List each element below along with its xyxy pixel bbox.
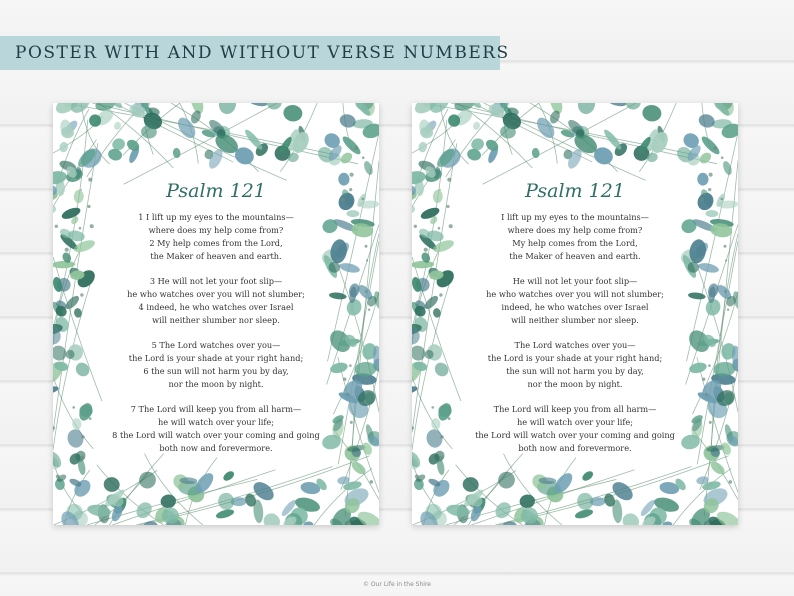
- stanza: [83, 275, 349, 327]
- berry-dot: [350, 421, 353, 424]
- eucalyptus-leaf: [217, 103, 237, 115]
- verse-line: he who watches over you will not slumber;: [127, 289, 305, 299]
- eucalyptus-leaf: [412, 204, 416, 214]
- verse-line: where does my help come from?: [507, 225, 643, 235]
- eucalyptus-leaf: [282, 104, 303, 123]
- berry-dot: [365, 290, 368, 293]
- berry-dot: [56, 475, 60, 479]
- berry-dot: [725, 259, 727, 261]
- eucalyptus-leaf: [247, 103, 268, 108]
- stanza: [442, 211, 708, 263]
- berry-dot: [412, 426, 414, 429]
- verse-line: the Maker of heaven and earth.: [509, 251, 641, 261]
- berry-dot: [446, 205, 449, 208]
- berry-dot: [729, 480, 733, 484]
- berry-dot: [724, 290, 727, 293]
- berry-dot: [365, 245, 368, 248]
- poster-title: Psalm 121: [166, 180, 266, 202]
- verse-line: he who watches over you will not slumber;: [486, 289, 664, 299]
- eucalyptus-leaf: [338, 112, 357, 129]
- verse-line: will neither slumber nor sleep.: [511, 315, 639, 325]
- berry-dot: [713, 146, 717, 150]
- eucalyptus-leaf: [531, 147, 540, 158]
- berry-dot: [724, 245, 727, 248]
- berry-dot: [709, 421, 712, 424]
- berry-dot: [438, 227, 441, 230]
- berry-dot: [414, 225, 417, 228]
- verse-line: he will watch over your life;: [158, 417, 274, 427]
- eucalyptus-leaf: [60, 205, 82, 221]
- berry-dot: [72, 406, 75, 409]
- berry-dot: [424, 248, 428, 252]
- berry-dot: [727, 309, 729, 311]
- eucalyptus-leaf: [641, 104, 662, 123]
- eucalyptus-leaf: [339, 150, 355, 165]
- verse-line: 4 indeed, he who watches over Israel: [138, 302, 294, 312]
- eucalyptus-leaf: [340, 134, 363, 157]
- verse-line: where does my help come from?: [148, 225, 284, 235]
- verse-line: 3 He will not let your foot slip—: [149, 276, 283, 286]
- verse-line: indeed, he who watches over Israel: [501, 302, 649, 312]
- psalm-text: [442, 211, 708, 467]
- eucalyptus-leaf: [462, 476, 480, 493]
- banner-title: POSTER WITH AND WITHOUT VERSE NUMBERS: [15, 43, 510, 63]
- eucalyptus-leaf: [222, 469, 236, 482]
- verse-line: he will watch over your life;: [517, 417, 633, 427]
- eucalyptus-leaf: [72, 418, 82, 430]
- verse-line: 2 My help comes from the Lord,: [149, 238, 283, 248]
- eucalyptus-leaf: [492, 499, 514, 521]
- verse-line: the sun will not harm you by day,: [506, 366, 644, 376]
- verse-line: The Lord will keep you from all harm—: [493, 404, 657, 414]
- footer-credit: © Our Life in the Shire: [363, 581, 431, 588]
- berry-dot: [370, 480, 374, 484]
- eucalyptus-leaf: [73, 307, 82, 318]
- verse-line: nor the moon by night.: [527, 379, 623, 389]
- poster-with-verse-numbers: [53, 103, 379, 525]
- eucalyptus-leaf: [581, 469, 595, 482]
- berry-dot: [55, 225, 58, 228]
- stanza: [83, 403, 349, 455]
- berry-dot: [354, 146, 358, 150]
- verse-line: the Lord is your shade at your right hand;: [487, 353, 663, 363]
- eucalyptus-leaf: [619, 510, 642, 525]
- eucalyptus-leaf: [431, 418, 441, 430]
- berry-dot: [431, 406, 434, 409]
- verse-line: the Maker of heaven and earth.: [150, 251, 282, 261]
- verse-line: I lift up my eyes to the mountains—: [501, 212, 649, 222]
- stanza: [83, 339, 349, 391]
- berry-dot: [362, 156, 365, 159]
- berry-dot: [366, 259, 368, 261]
- eucalyptus-leaf: [160, 493, 177, 509]
- eucalyptus-leaf: [418, 141, 428, 153]
- eucalyptus-leaf: [699, 134, 722, 157]
- verse-line: the Lord is your shade at your right hand;: [128, 353, 304, 363]
- stanza: [83, 211, 349, 263]
- verse-line: The Lord watches over you—: [514, 340, 636, 350]
- berry-dot: [87, 205, 90, 208]
- eucalyptus-leaf: [59, 141, 69, 153]
- eucalyptus-leaf: [419, 205, 441, 221]
- verse-line: 8 the Lord will watch over your coming and going: [112, 430, 320, 440]
- eucalyptus-leaf: [53, 204, 57, 214]
- berry-dot: [349, 364, 352, 367]
- verse-line: He will not let your foot slip—: [512, 276, 638, 286]
- eucalyptus-leaf: [625, 103, 641, 110]
- eucalyptus-leaf: [260, 510, 283, 525]
- berry-dot: [709, 173, 713, 177]
- verse-line: will neither slumber nor sleep.: [152, 315, 280, 325]
- berry-dot: [368, 309, 370, 311]
- eucalyptus-leaf: [103, 476, 121, 493]
- berry-dot: [708, 364, 711, 367]
- stanza: [442, 403, 708, 455]
- poster-without-verse-numbers: [412, 103, 738, 525]
- eucalyptus-leaf: [133, 499, 155, 521]
- verse-line: My help comes from the Lord,: [512, 238, 638, 248]
- psalm-text: [83, 211, 349, 467]
- eucalyptus-leaf: [519, 493, 536, 509]
- eucalyptus-leaf: [698, 150, 714, 165]
- verse-line: 7 The Lord will keep you from all harm—: [130, 404, 302, 414]
- verse-line: 1 I lift up my eyes to the mountains—: [138, 212, 294, 222]
- verse-line: both now and forevermore.: [159, 443, 273, 453]
- verse-line: both now and forevermore.: [518, 443, 632, 453]
- stanza: [442, 275, 708, 327]
- berry-dot: [53, 426, 55, 429]
- eucalyptus-leaf: [216, 491, 236, 512]
- poster-title: Psalm 121: [525, 180, 625, 202]
- verse-line: the Lord will watch over your coming and going: [475, 430, 675, 440]
- berry-dot: [721, 156, 724, 159]
- berry-dot: [415, 475, 419, 479]
- berry-dot: [79, 227, 82, 230]
- verse-line: 5 The Lord watches over you—: [151, 340, 281, 350]
- verse-line: 6 the sun will not harm you by day,: [143, 366, 289, 376]
- header-banner: [0, 36, 510, 70]
- eucalyptus-leaf: [432, 307, 441, 318]
- eucalyptus-leaf: [697, 112, 716, 129]
- verse-line: nor the moon by night.: [168, 379, 264, 389]
- berry-dot: [65, 248, 69, 252]
- berry-dot: [350, 173, 354, 177]
- eucalyptus-leaf: [576, 103, 596, 115]
- eucalyptus-leaf: [172, 147, 181, 158]
- stanza: [442, 339, 708, 391]
- eucalyptus-leaf: [575, 491, 595, 512]
- eucalyptus-leaf: [606, 103, 627, 108]
- eucalyptus-leaf: [266, 103, 282, 110]
